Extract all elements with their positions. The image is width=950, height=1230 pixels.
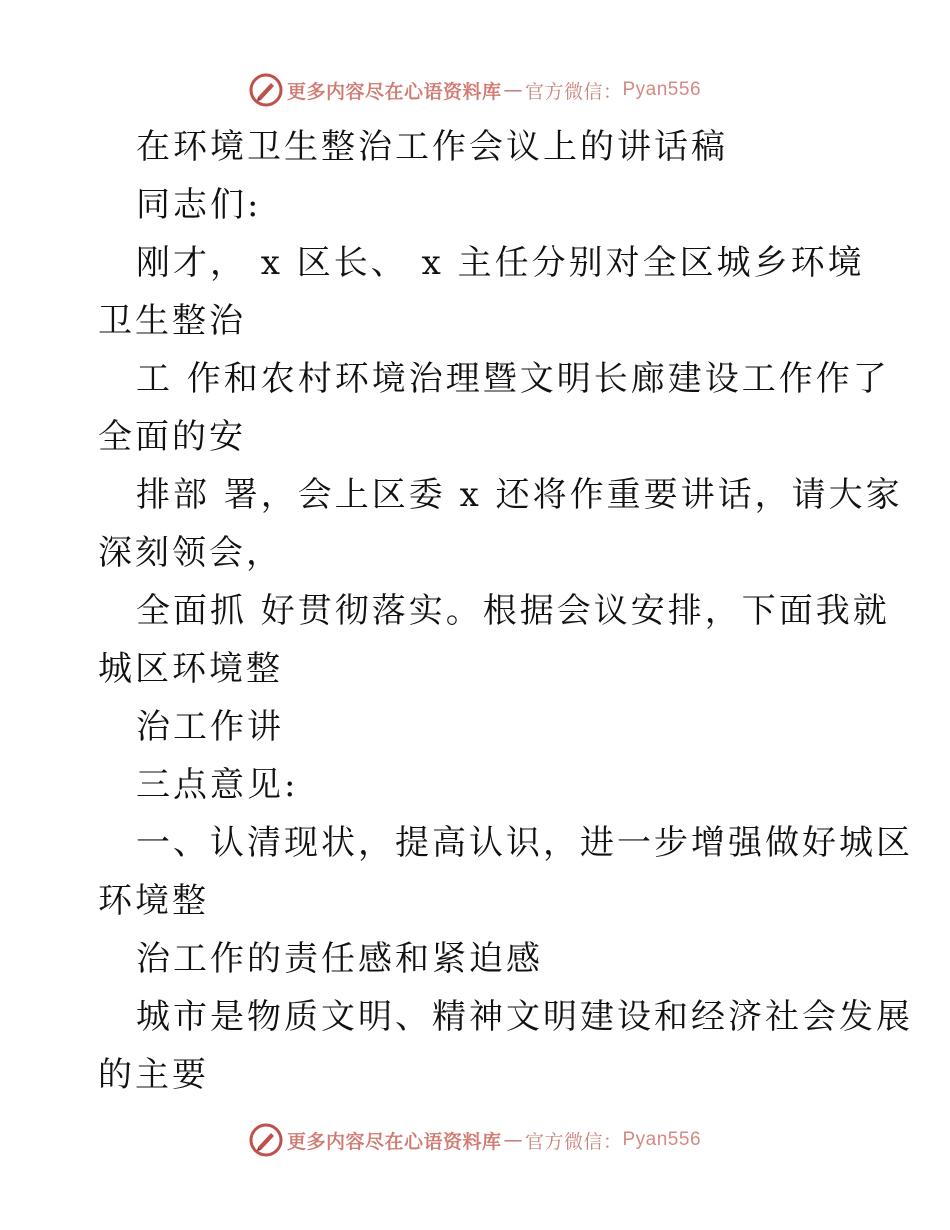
document-line: 在环境卫生整治工作会议上的讲话稿	[136, 127, 728, 167]
wechat-label: 官方微信：	[524, 80, 623, 103]
banner-separator: —	[503, 1129, 523, 1151]
document-line: 一、认清现状，提高认识，进一步增强做好城区	[136, 823, 913, 863]
footer-banner	[0, 1120, 950, 1160]
document-line: 卫生整治	[98, 301, 246, 341]
document-line: 同志们:	[136, 185, 262, 225]
site-name: 更多内容尽在心语资料库	[286, 80, 502, 103]
document-line: 城市是物质文明、精神文明建设和经济社会发展	[136, 997, 913, 1037]
wechat-label: 官方微信：	[524, 1130, 623, 1153]
banner-separator: —	[503, 79, 523, 101]
document-line: 的主要	[98, 1055, 209, 1095]
document-line: 全面的安	[98, 417, 246, 457]
pen-logo-icon	[249, 1123, 283, 1157]
document-line: 排部 署，会上区委 x 还将作重要讲话，请大家	[136, 475, 903, 515]
document-line: 环境整	[98, 881, 209, 921]
site-name: 更多内容尽在心语资料库	[286, 1130, 502, 1153]
document-body	[98, 118, 913, 1104]
document-line: 治工作讲	[136, 707, 284, 747]
pen-logo-icon	[249, 73, 283, 107]
wechat-id: Pyan556	[622, 79, 702, 100]
document-line: 城区环境整	[98, 649, 283, 689]
document-line: 治工作的责任感和紧迫感	[136, 939, 543, 979]
wechat-id: Pyan556	[622, 1129, 702, 1150]
document-line: 深刻领会，	[98, 533, 283, 573]
document-line: 全面抓 好贯彻落实。根据会议安排，下面我就	[136, 591, 890, 631]
header-banner	[0, 70, 950, 110]
document-line: 工 作和农村环境治理暨文明长廊建设工作作了	[136, 359, 890, 399]
document-line: 三点意见:	[136, 765, 299, 805]
document-line: 刚才， x 区长、 x 主任分别对全区城乡环境	[136, 243, 865, 283]
